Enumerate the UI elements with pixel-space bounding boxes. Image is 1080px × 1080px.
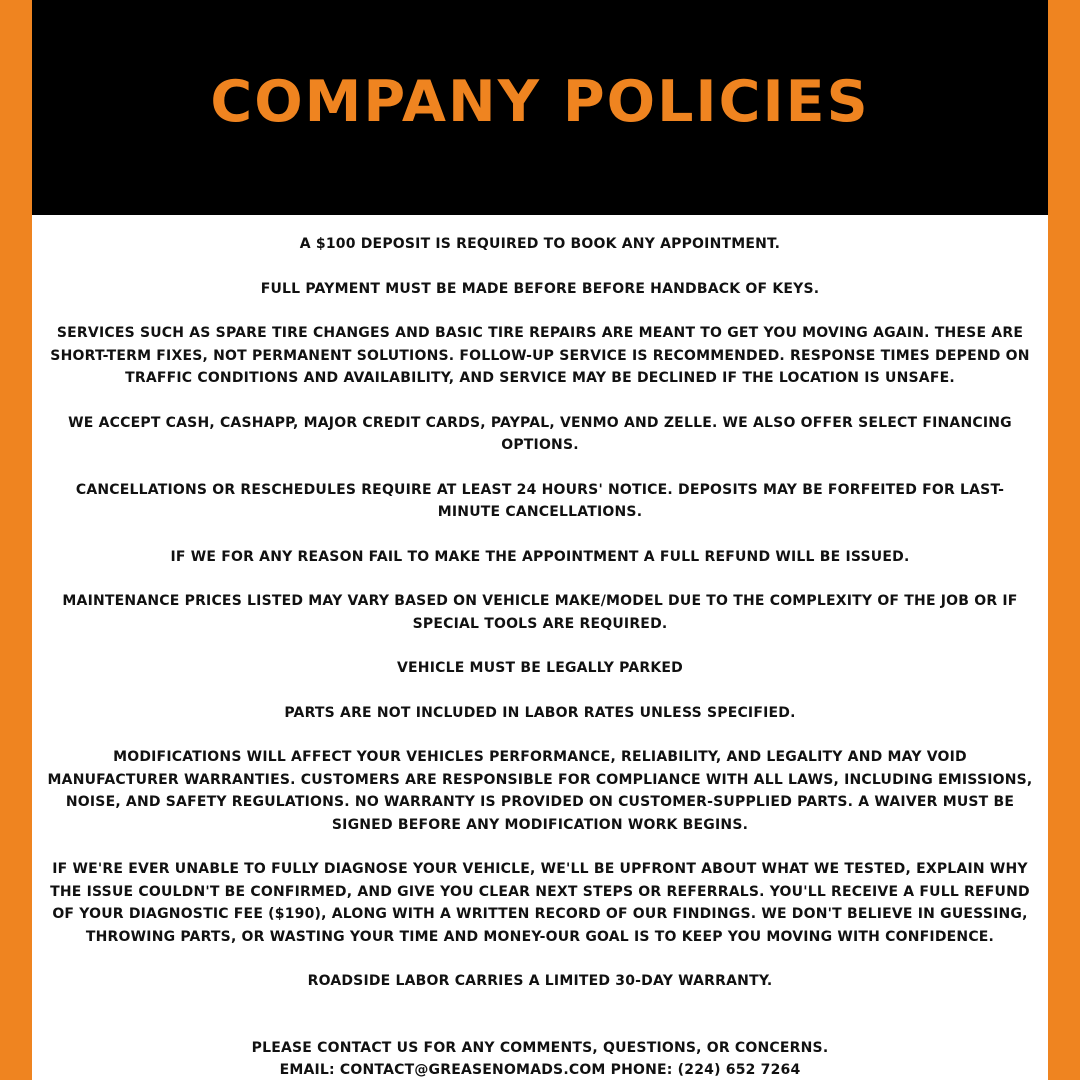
contact-info: [32, 1037, 1048, 1080]
contact-line: PLEASE CONTACT US FOR ANY COMMENTS, QUESTIONS, OR CONCERNS.: [251, 1039, 829, 1056]
policy-parking: VEHICLE MUST BE LEGALLY PARKED: [397, 660, 683, 676]
policy-maintenance-prices: MAINTENANCE PRICES LISTED MAY VARY BASED ON VEHICLE MAKE/MODEL DUE TO THE COMPLEXITY OF THE JOB OR IF SPECIAL TOOLS ARE REQUIRED.: [62, 593, 1018, 632]
contact-details: EMAIL: CONTACT@GREASENOMADS.COM PHONE: (224) 652 7264: [279, 1062, 801, 1078]
policy-full-payment: FULL PAYMENT MUST BE MADE BEFORE BEFORE HANDBACK OF KEYS.: [260, 280, 820, 297]
page-title: COMPANY POLICIES: [210, 68, 870, 135]
content-panel: [32, 0, 1048, 1080]
header-banner: [32, 0, 1048, 215]
policy-payment-methods: WE ACCEPT CASH, CASHAPP, MAJOR CREDIT CARDS, PAYPAL, VENMO AND ZELLE. WE ALSO OFFER SELECT FINANCING OPTIONS.: [68, 414, 1012, 453]
policy-warranty: ROADSIDE LABOR CARRIES A LIMITED 30-DAY WARRANTY.: [307, 973, 773, 989]
policy-parts: PARTS ARE NOT INCLUDED IN LABOR RATES UNLESS SPECIFIED.: [284, 704, 796, 721]
policy-diagnostics: IF WE'RE EVER UNABLE TO FULLY DIAGNOSE YOUR VEHICLE, WE'LL BE UPFRONT ABOUT WHAT WE TESTED, EXPLAIN WHY THE ISSUE COULDN'T BE CONFIRMED, AND GIVE YOU CLEAR NEXT STEPS OR REFERRALS. YOU'LL RECEIVE A FULL REFUND OF YOUR DIAGNOSTIC FEE ($190), ALONG WITH A WRITTEN RECORD OF OUR FINDINGS. WE DON'T BELIEVE IN GUESSING, THROWING PARTS, OR WASTING YOUR TIME AND MONEY-OUR GOAL IS TO KEEP YOU MOVING WITH CONFIDENCE.: [50, 861, 1030, 945]
policy-refund: IF WE FOR ANY REASON FAIL TO MAKE THE APPOINTMENT A FULL REFUND WILL BE ISSUED.: [170, 548, 910, 565]
policy-modifications: MODIFICATIONS WILL AFFECT YOUR VEHICLES PERFORMANCE, RELIABILITY, AND LEGALITY AND MAY VOID MANUFACTURER WARRANTIES. CUSTOMERS ARE RESPONSIBLE FOR COMPLIANCE WITH ALL LAWS, INCLUDING EMISSIONS, NOISE, AND SAFETY REGULATIONS. NO WARRANTY IS PROVIDED ON CUSTOMER-SUPPLIED PARTS. A WAIVER MUST BE SIGNED BEFORE ANY MODIFICATION WORK BEGINS.: [47, 749, 1033, 833]
policy-deposit: A $100 DEPOSIT IS REQUIRED TO BOOK ANY APPOINTMENT.: [299, 236, 781, 252]
policy-roadside-services: SERVICES SUCH AS SPARE TIRE CHANGES AND BASIC TIRE REPAIRS ARE MEANT TO GET YOU MOVING AGAIN. THESE ARE SHORT-TERM FIXES, NOT PERMANENT SOLUTIONS. FOLLOW-UP SERVICE IS RECOMMENDED. RESPONSE TIMES DEPEND ON TRAFFIC CONDITIONS AND AVAILABILITY, AND SERVICE MAY BE DECLINED IF THE LOCATION IS UNSAFE.: [50, 325, 1030, 386]
policy-cancellations: CANCELLATIONS OR RESCHEDULES REQUIRE AT LEAST 24 HOURS' NOTICE. DEPOSITS MAY BE FORFEITED FOR LAST-MINUTE CANCELLATIONS.: [75, 481, 1005, 520]
policies-list: [32, 233, 1048, 1080]
